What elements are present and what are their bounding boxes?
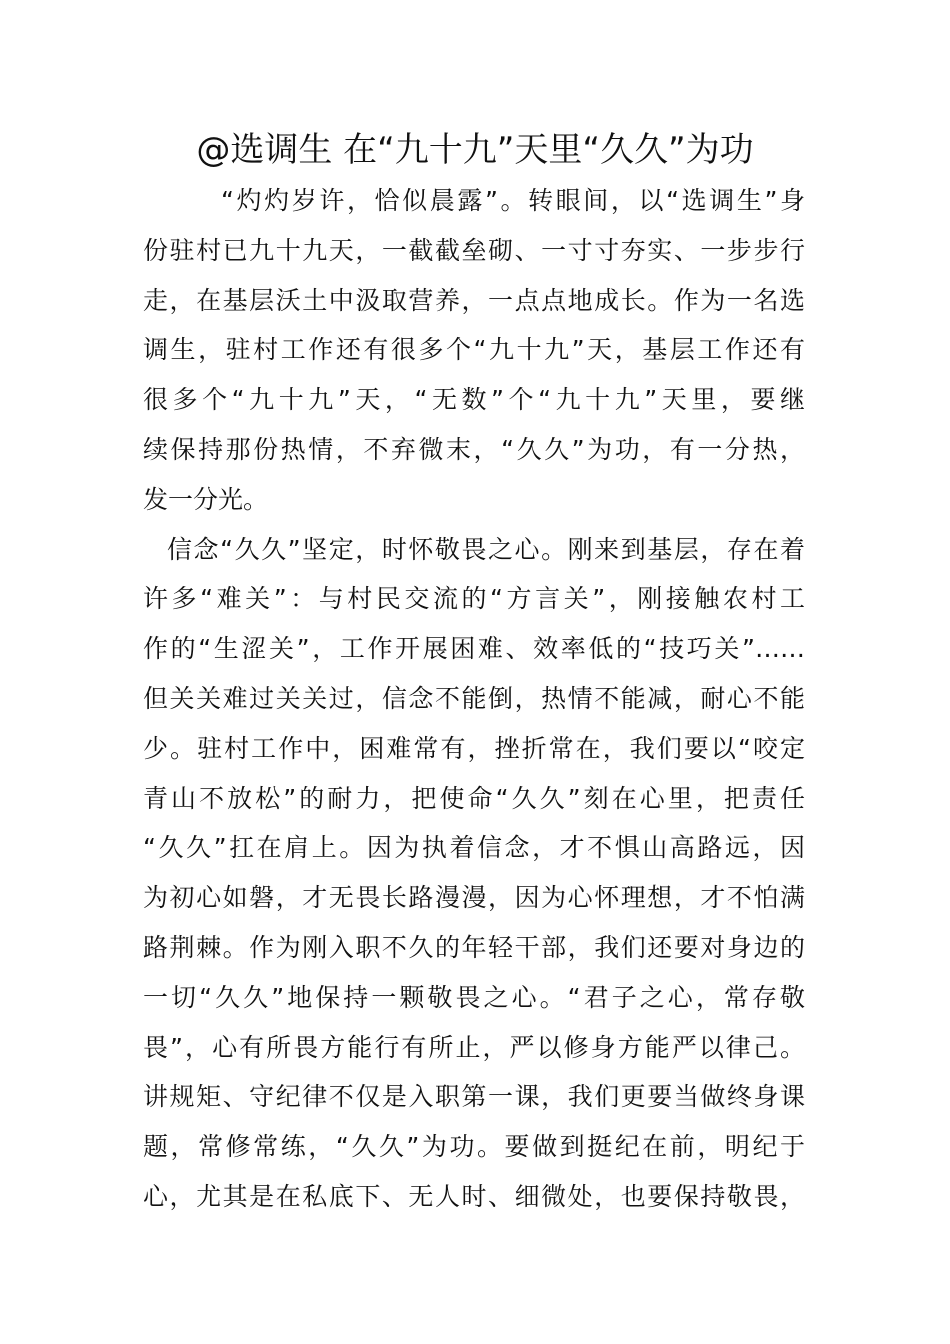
paragraph-1-line-4: 调生，驻村工作还有很多个“九十九”天，基层工作还有 [143,335,805,365]
paragraph-1-line-3: 走，在基层沃土中汲取营养，一点点地成长。作为一名选 [143,285,805,315]
paragraph-2-line-9: 路荆棘。作为刚入职不久的年轻干部，我们还要对身边的 [143,932,805,962]
paragraph-1-line-6: 续保持那份热情，不弃微末，“久久”为功，有一分热， [143,434,805,464]
paragraph-2-line-2: 许多“难关”：与村民交流的“方言关”，刚接触农村工 [143,584,805,614]
paragraph-2-line-10: 一切“久久”地保持一颗敬畏之心。“君子之心，常存敬 [143,982,805,1012]
paragraph-2-line-13: 题，常修常练，“久久”为功。要做到挺纪在前，明纪于 [143,1132,805,1162]
paragraph-1-line-7: 发一分光。 [143,484,269,514]
document-body [143,176,805,1222]
paragraph-2-line-11: 畏”，心有所畏方能行有所止，严以修身方能严以律己。 [143,1032,805,1062]
paragraph-2-line-3: 作的“生涩关”，工作开展困难、效率低的“技巧关”…… [143,634,805,664]
paragraph-2-line-12: 讲规矩、守纪律不仅是入职第一课，我们更要当做终身课 [143,1082,805,1112]
paragraph-2-line-14: 心，尤其是在私底下、无人时、细微处，也要保持敬畏， [143,1181,805,1211]
paragraph-2-line-6: 青山不放松”的耐力，把使命“久久”刻在心里，把责任 [143,783,805,813]
paragraph-2-line-7: “久久”扛在肩上。因为执着信念，才不惧山高路远，因 [143,833,805,863]
paragraph-2-line-5: 少。驻村工作中，困难常有，挫折常在，我们要以“咬定 [143,733,805,763]
paragraph-2-line-4: 但关关难过关关过，信念不能倒，热情不能减，耐心不能 [143,683,805,713]
paragraph-2-line-1: 信念“久久”坚定，时怀敬畏之心。刚来到基层，存在着 [167,534,805,564]
paragraph-1-line-2: 份驻村已九十九天，一截截垒砌、一寸寸夯实、一步步行 [143,235,805,265]
paragraph-1-line-1: “灼灼岁许，恰似晨露”。转眼间，以“选调生”身 [221,186,805,215]
paragraph-2-line-8: 为初心如磐，才无畏长路漫漫，因为心怀理想，才不怕满 [143,883,805,913]
paragraph-1-line-5: 很多个“九十九”天，“无数”个“九十九”天里，要继 [143,385,805,415]
document-title: @选调生 在“九十九”天里“久久”为功 [196,130,754,170]
